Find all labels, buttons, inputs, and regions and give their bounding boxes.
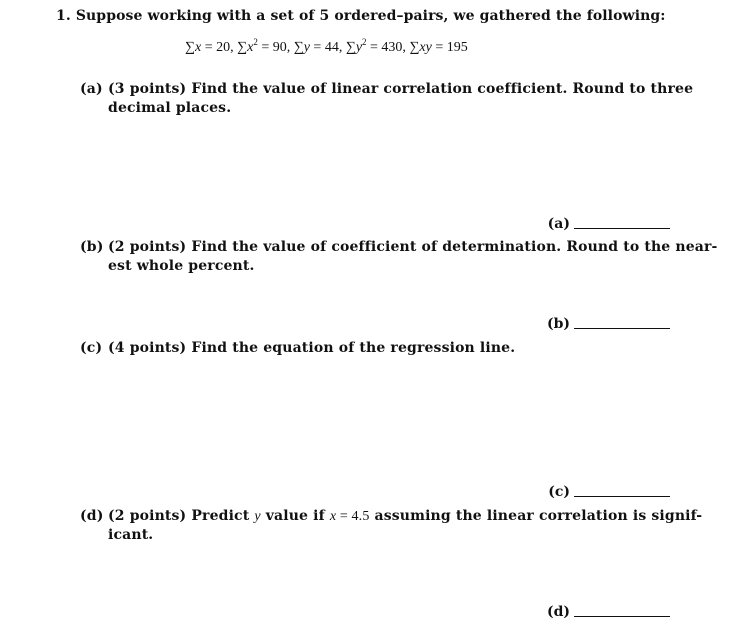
question-number: 1. bbox=[56, 8, 71, 24]
part-text: Find the value of coefficient of determination. Round to the near- bbox=[191, 239, 718, 255]
answer-label: (c) bbox=[548, 484, 570, 500]
sum-y2-value: = 430, bbox=[366, 40, 410, 55]
part-letter: (d) bbox=[80, 508, 104, 524]
given-sums bbox=[185, 37, 468, 56]
question-text: Suppose working with a set of 5 ordered–pairs, we gathered the following: bbox=[75, 8, 666, 24]
part-points: (4 points) bbox=[108, 340, 187, 356]
part-points: (2 points) bbox=[108, 239, 187, 255]
answer-a bbox=[548, 216, 670, 232]
answer-label: (a) bbox=[547, 216, 570, 232]
part-letter: (c) bbox=[80, 340, 103, 356]
answer-label: (d) bbox=[546, 604, 570, 620]
part-d bbox=[80, 507, 702, 545]
answer-blank-d[interactable] bbox=[574, 615, 670, 617]
part-text: Find the value of linear correlation coefficient. Round to three bbox=[191, 81, 694, 97]
part-text: Find the equation of the regression line. bbox=[191, 340, 516, 356]
var-x: x bbox=[247, 40, 254, 55]
part-points: (2 points) bbox=[108, 508, 187, 524]
sum-symbol: ∑ bbox=[237, 40, 248, 55]
var-xy: xy bbox=[419, 40, 432, 55]
var-y: y bbox=[355, 40, 363, 55]
sum-symbol: ∑ bbox=[409, 40, 420, 55]
var-y: y bbox=[254, 509, 261, 524]
part-c bbox=[80, 339, 515, 358]
sum-symbol: ∑ bbox=[293, 40, 304, 55]
part-text: assuming the linear correlation is signif- bbox=[369, 508, 703, 524]
exponent: 2 bbox=[253, 37, 258, 47]
part-a bbox=[80, 80, 693, 118]
sum-x2-value: = 90, bbox=[257, 40, 294, 55]
answer-b bbox=[547, 316, 670, 332]
part-points: (3 points) bbox=[108, 81, 187, 97]
part-text: Predict bbox=[191, 508, 255, 524]
part-text-continued: est whole percent. bbox=[108, 258, 255, 274]
part-text: value if bbox=[260, 508, 330, 524]
x-value: = 4.5 bbox=[336, 509, 370, 524]
var-x: x bbox=[194, 40, 202, 55]
answer-d bbox=[547, 604, 670, 620]
sum-xy-value: = 195 bbox=[431, 40, 468, 55]
question-header bbox=[56, 8, 666, 24]
answer-blank-a[interactable] bbox=[574, 227, 670, 229]
answer-blank-c[interactable] bbox=[574, 495, 670, 497]
var-x: x bbox=[329, 509, 337, 524]
sum-symbol: ∑ bbox=[185, 40, 195, 55]
part-text-continued: icant. bbox=[108, 527, 154, 543]
sum-x-value: = 20, bbox=[201, 40, 238, 55]
part-letter: (a) bbox=[80, 81, 103, 97]
part-letter: (b) bbox=[80, 239, 104, 255]
sum-y-value: = 44, bbox=[309, 40, 346, 55]
answer-label: (b) bbox=[546, 316, 570, 332]
var-y: y bbox=[303, 40, 310, 55]
answer-c bbox=[548, 484, 670, 500]
part-text-continued: decimal places. bbox=[108, 100, 232, 116]
sum-symbol: ∑ bbox=[345, 40, 356, 55]
exponent: 2 bbox=[362, 37, 367, 47]
part-b bbox=[80, 238, 717, 276]
answer-blank-b[interactable] bbox=[574, 327, 670, 329]
